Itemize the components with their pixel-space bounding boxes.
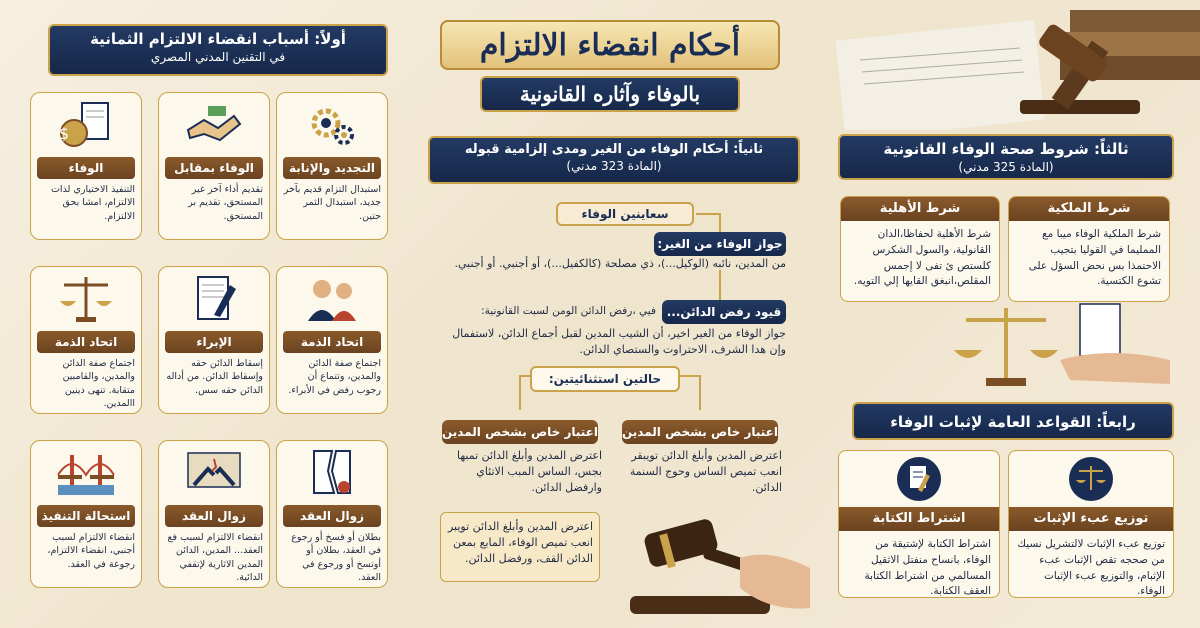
bridge-icon [56, 445, 116, 501]
note-box: اعترض المدين وأبلغ الدائن تويبر انعب تميص الوفاء، المابع بمعن الدائن القف، ورفضل الدائن. [440, 512, 600, 582]
cause-card-impossibility [30, 440, 142, 588]
contract-icon [896, 456, 942, 502]
scale-icon [1068, 456, 1114, 502]
burden-of-proof-box [1008, 450, 1174, 598]
conditions-header-line1: ثالثاً: شروط صحة الوفاء القانونية [883, 140, 1129, 158]
document-icon [186, 271, 242, 327]
payers-box: سعاينين الوفاء [556, 202, 694, 226]
left-section-header [48, 24, 388, 76]
conditions-header-line2: (المادة 325 مدني) [958, 160, 1054, 174]
burden-of-proof-text: توزيع عبء الإثبات لالتشريل نسيك من صحجه تقص الإثبات عبء الإثبام، والتوزيع عبء الإثبات الوفاء. [1017, 538, 1165, 598]
cause-desc: اجتماع صفة الدائن والمدين، والقامبين متقابة. تنهى دينين االمدين. [62, 358, 135, 409]
capacity-condition-box [840, 196, 1000, 302]
gavel-hand-illustration [610, 508, 830, 628]
proof-header: رابعاً: القواعد العامة لإثبات الوفاء [890, 413, 1136, 431]
svg-text:$: $ [58, 124, 69, 143]
exception-right-text: اعترض المدين وأبلغ الدائن تويبقر انعب تميص الساس وحوج السنمة الدائن. [629, 449, 782, 494]
refusal-limits-box: قيود رفض الدائن... [662, 300, 786, 324]
cause-label: استحالة التنفيذ [37, 505, 135, 527]
two-exceptions-box: حالتين استثنائيتين: [530, 366, 680, 392]
books-gavel-illustration [820, 0, 1200, 130]
exception-left-text: اعترض المدين وأبلغ الدائن تمبها بجس، الساس المبب الاتئاي وارفضل الدائن. [456, 449, 602, 494]
exception-left-head: اعتبار خاص بشخص المدين [442, 420, 598, 444]
cause-label: الوفاء بمقابل [165, 157, 263, 179]
cause-card-payment [30, 92, 142, 240]
scale-icon [56, 271, 116, 327]
main-subtitle: بالوفاء وآثاره القانونية [480, 76, 740, 112]
middle-header-line1: ثانياً: أحكام الوفاء من الغير ومدى إلزامية قبوله [464, 142, 764, 157]
cause-desc: استبدال التزام قديم بآخر جديد، استبدال الثمر حتين. [283, 184, 381, 222]
middle-section-header [428, 136, 800, 184]
writing-requirement-title: اشتراط الكتابة [839, 507, 999, 531]
scale-hand-illustration [940, 300, 1170, 390]
cause-label: الوفاء [37, 157, 135, 179]
writing-requirement-box [838, 450, 1000, 598]
main-title: أحكام انقضاء الالتزام [440, 20, 780, 70]
gears-icon [304, 97, 360, 153]
cause-desc: إسقاط الدائن حقه وإسقاط الدائن. من أداله الدائن حقه سس. [166, 358, 263, 396]
cause-label: زوال العقد [283, 505, 381, 527]
proof-section-header [852, 402, 1174, 440]
ownership-condition-title: شرط الملكية [1009, 197, 1169, 221]
exception-right-head: اعتبار خاص بشخص المدين [622, 420, 778, 444]
cause-card-novation [276, 92, 388, 240]
refusal-limits-tail: فيي ،رفض الدائن الومن لسبت القانونية: [481, 305, 656, 317]
broken-handshake-icon [184, 445, 244, 501]
cause-label: التجديد والإنابة [283, 157, 381, 179]
cause-desc: انقضاء الالتزام لسبب أجنبي، انقضاء الالتزام، رجوعة في العقد. [47, 532, 135, 570]
conditions-section-header [838, 134, 1174, 180]
main-title-banner [420, 14, 800, 114]
people-icon [302, 271, 362, 327]
capacity-condition-text: شرط الأهلية لحفاظا،الدان القانولية، والسول الشكرس كلستص ئ تفى لا إجمس المقلص،انبغق القايها إلي التويه. [853, 228, 991, 288]
cause-desc: اجتماع صفة الدائن والمدين، وتتماع أن رجوب رفض في الأبراء. [288, 358, 381, 396]
cause-card-merger-1 [276, 266, 388, 414]
handshake-icon [184, 100, 244, 150]
left-header-line2: في التقنين المدني المصري [150, 50, 286, 64]
torn-paper-icon [304, 445, 360, 501]
cause-label: اتحاد الذمة [283, 331, 381, 353]
third-party-payment-box: جواز الوفاء من الغير: [654, 232, 786, 256]
cause-label: زوال العقد [165, 505, 263, 527]
cause-card-merger-2 [30, 266, 142, 414]
cause-card-release [158, 266, 270, 414]
refusal-limits-text: جواز الوفاء من الغير اخير، أن الشيب المدين لقبل أجماع الدائن، لاستفمال وإن هدا الشرف، الاحتراوت والستصاي الدائن. [452, 327, 786, 356]
burden-of-proof-title: توزيع عبء الإثبات [1009, 507, 1173, 531]
ownership-condition-box [1008, 196, 1170, 302]
middle-header-line2: (المادة 323 مدني) [566, 159, 662, 173]
cause-label: اتحاد الذمة [37, 331, 135, 353]
cause-card-payment-in-kind [158, 92, 270, 240]
writing-requirement-text: اشتراط الكتابة لإشتيقة من الوفاء، بانساح منفتل الاثقيل المسالمي من اشتراط الكتابة العقف الكتابة. [864, 538, 991, 598]
money-icon [56, 97, 116, 153]
third-party-payment-text: من المدين، نائبه (الوكيل...)، ذي مصلحة (كالكفيل...)، أو أجنبي. أو أجنبي. [454, 257, 786, 270]
cause-label: الإبراء [165, 331, 263, 353]
ownership-condition-text: شرط الملكية الوفاء ميبا مع الممليما في القوليا بتجيب الاحتمذا بس نحض السؤل على تشوع الكتسية. [1028, 228, 1161, 288]
cause-desc: انقضاء الالتزام لسبب فع العقد... المدين، الدائن المدين الاثارية لإتقفي الدائية. [167, 532, 263, 583]
cause-desc: تقديم أداء آخر غير المستحق، تقديم بر المستحق. [188, 184, 263, 222]
cause-desc: التنفيذ الاختياري لذات الالتزام، امشا بحق الالتزام. [50, 184, 135, 222]
cause-card-contract-end-1 [276, 440, 388, 588]
capacity-condition-title: شرط الأهلية [841, 197, 999, 221]
cause-desc: بطلان أو فسخ أو رجوع في العقد، بطلان أو أوتسخ أو ورجوع في العقد. [291, 532, 381, 583]
cause-card-contract-end-2 [158, 440, 270, 588]
left-header-line1: أولاً: أسباب انقضاء الالتزام الثمانية [90, 30, 346, 48]
